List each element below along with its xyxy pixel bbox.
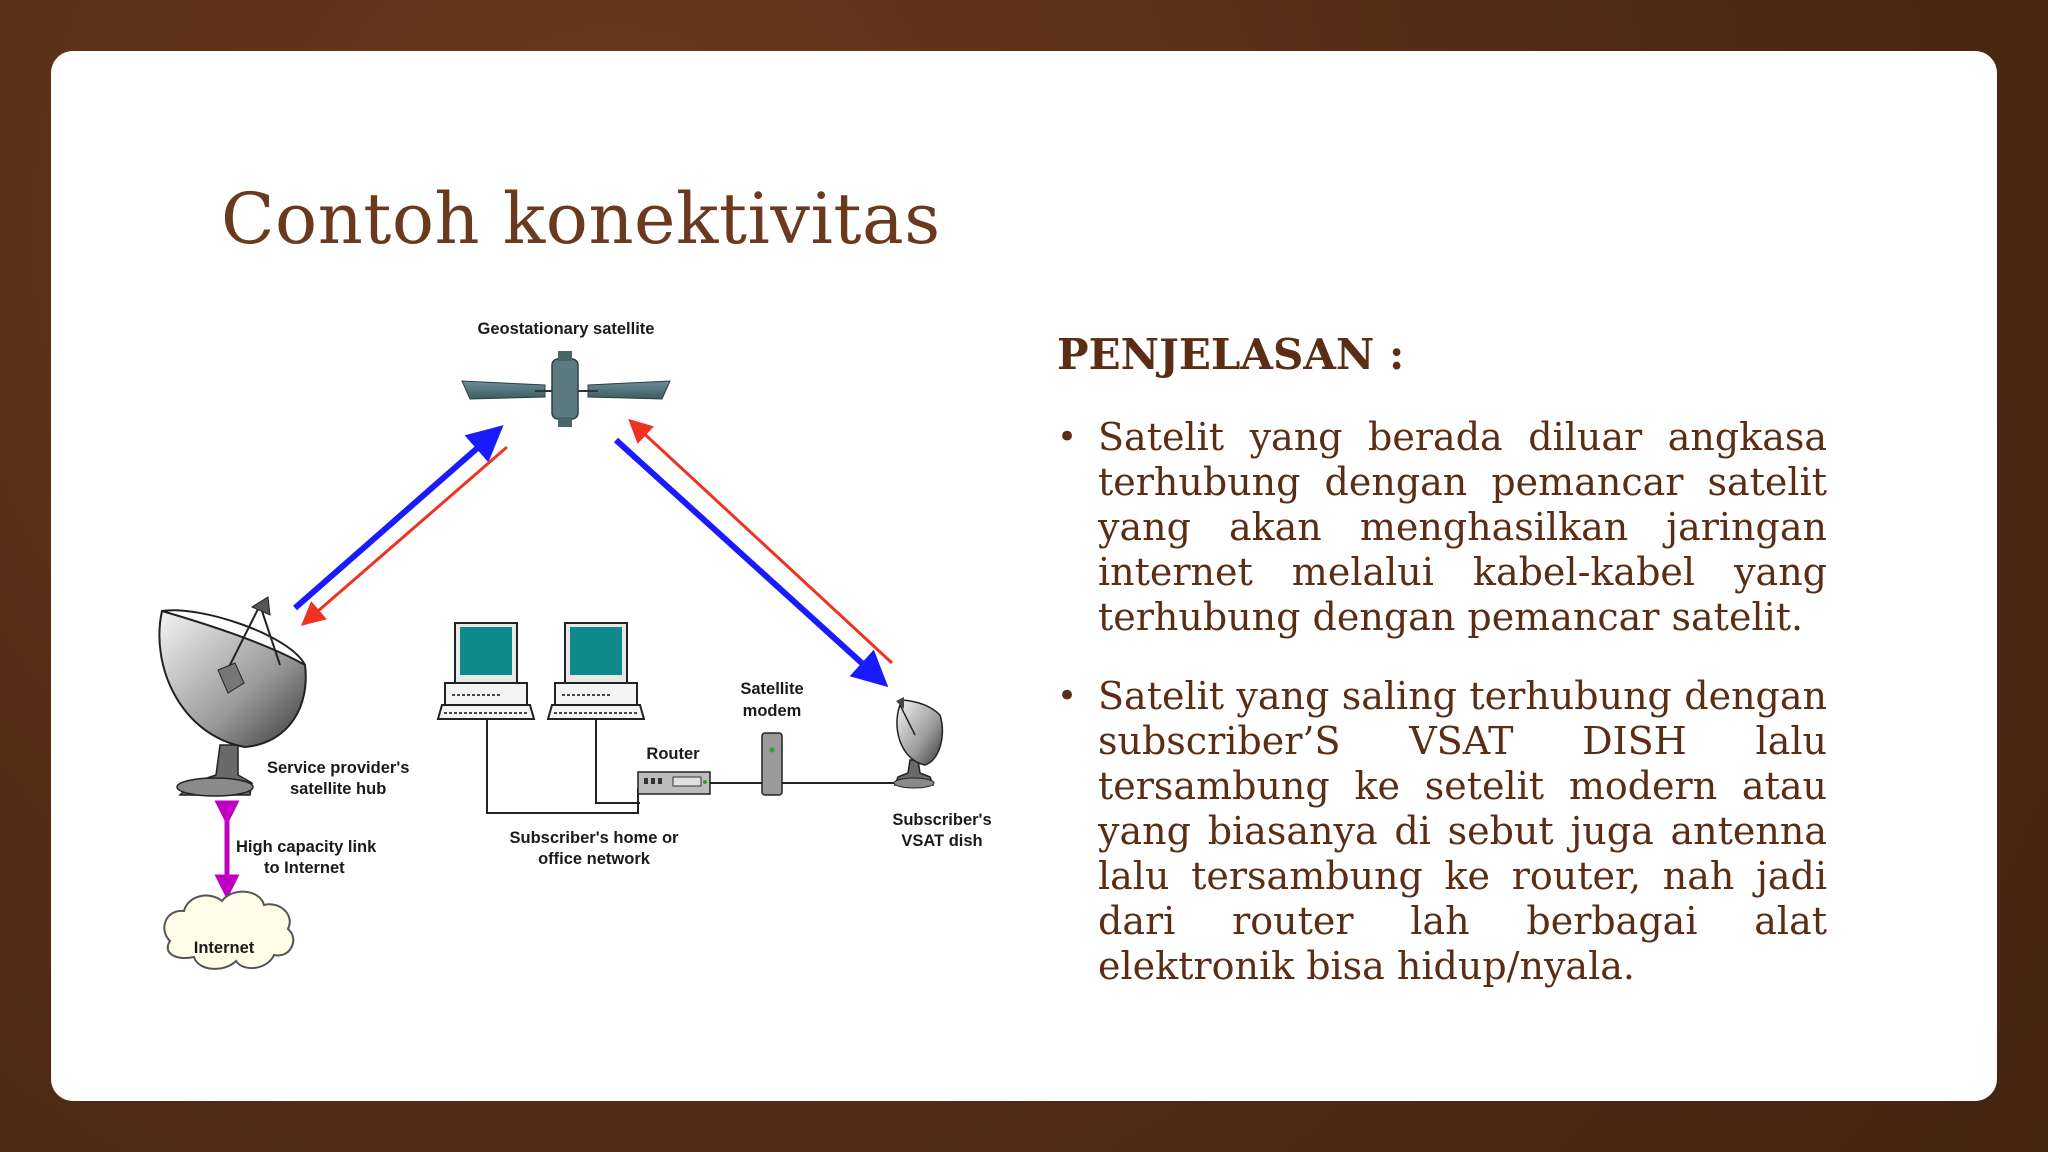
router-label: Router	[646, 745, 700, 763]
bullet-icon: •	[1057, 676, 1078, 716]
vsat-dish-icon	[894, 697, 942, 788]
modem-icon	[762, 733, 782, 795]
network-label-line2: office network	[538, 850, 650, 868]
link-label-line1: High capacity link	[236, 838, 377, 856]
vsat-label-line1: Subscriber's	[892, 811, 992, 829]
link-label-line2: to Internet	[264, 859, 345, 877]
modem-label-line1: Satellite	[740, 680, 804, 698]
cable-computer1-router	[487, 719, 638, 813]
list-item	[1057, 674, 1827, 989]
internet-cloud-icon	[164, 892, 293, 969]
vsat-downlink-arrow	[616, 440, 875, 675]
vsat-uplink-arrow	[637, 427, 892, 663]
list-item	[1057, 415, 1827, 640]
bullet-text: Satelit yang berada diluar angkasa terhubung dengan pemancar satelit yang akan menghasilkan jaringan internet melalui kabel-kabel yang terhubung dengan pemancar satelit.	[1098, 415, 1827, 639]
slide-title: Contoh konektivitas	[221, 178, 941, 260]
hub-downlink-arrow	[310, 447, 507, 618]
explanation-heading: PENJELASAN :	[1057, 330, 1405, 379]
bullet-text: Satelit yang saling terhubung dengan subscriber’S VSAT DISH lalu tersambung ke setelit modern atau yang biasanya di sebut juga antenna lalu tersambung ke router, nah jadi dari router lah berbagai alat elektronik bisa hidup/nyala.	[1098, 674, 1827, 988]
hub-label-line2: satellite hub	[290, 780, 387, 798]
computer-1-icon	[438, 623, 534, 719]
internet-label: Internet	[193, 939, 255, 957]
network-label-line1: Subscriber's home or	[509, 829, 679, 847]
modem-label-line2: modem	[742, 702, 802, 720]
satellite-label: Geostationary satellite	[477, 320, 655, 338]
explanation-list	[1057, 415, 1827, 989]
router-icon	[638, 772, 710, 794]
diagram-svg	[140, 305, 1020, 1005]
computer-2-icon	[548, 623, 644, 719]
satellite-icon	[462, 351, 670, 427]
vsat-label-line2: VSAT dish	[901, 832, 983, 850]
hub-label-line1: Service provider's	[267, 759, 410, 777]
explanation-panel	[1057, 330, 1827, 1023]
satellite-diagram	[140, 305, 1020, 1005]
hub-uplink-arrow	[295, 437, 490, 608]
bullet-icon: •	[1057, 417, 1078, 457]
cable-computer2-router	[596, 719, 640, 803]
